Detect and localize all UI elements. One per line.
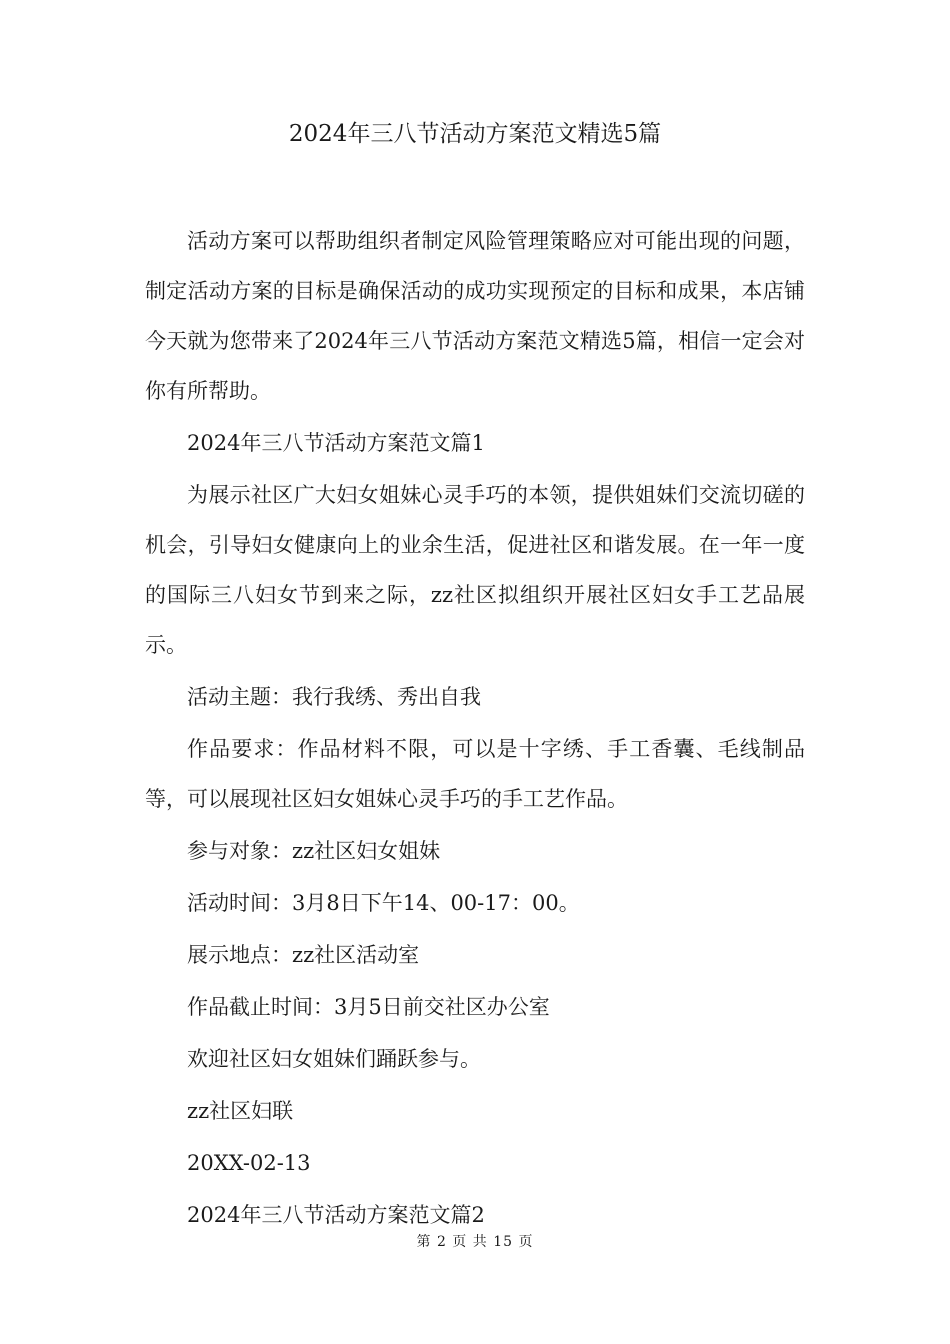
work-requirements: 作品要求：作品材料不限，可以是十字绣、手工香囊、毛线制品等，可以展现社区妇女姐妹心灵手巧的手工艺作品。	[145, 737, 805, 811]
exhibition-location: 展示地点：zz社区活动室	[187, 943, 420, 967]
intro-paragraph: 活动方案可以帮助组织者制定风险管理策略应对可能出现的问题，制定活动方案的目标是确保活动的成功实现预定的目标和成果，本店铺今天就为您带来了2024年三八节活动方案范文精选5篇，相信一定会对你有所帮助。	[145, 229, 805, 403]
participants: 参与对象：zz社区妇女姐妹	[187, 839, 441, 863]
document-body	[145, 216, 805, 1242]
section-heading-2: 2024年三八节活动方案范文篇2	[187, 1203, 485, 1227]
document-date: 20XX-02-13	[187, 1151, 311, 1175]
activity-theme: 活动主题：我行我绣、秀出自我	[187, 685, 481, 709]
welcome-line: 欢迎社区妇女姐妹们踊跃参与。	[187, 1047, 481, 1071]
organizer-signature: zz社区妇联	[187, 1099, 294, 1123]
submission-deadline: 作品截止时间：3月5日前交社区办公室	[187, 995, 550, 1019]
document-title: 2024年三八节活动方案范文精选5篇	[288, 121, 662, 147]
page-footer: 第 2 页 共 15 页	[416, 1234, 534, 1250]
activity-time: 活动时间：3月8日下午14、00-17：00。	[187, 891, 580, 915]
section-heading-1: 2024年三八节活动方案范文篇1	[187, 431, 485, 455]
body-paragraph: 为展示社区广大妇女姐妹心灵手巧的本领，提供姐妹们交流切磋的机会，引导妇女健康向上的业余生活，促进社区和谐发展。在一年一度的国际三八妇女节到来之际，zz社区拟组织开展社区妇女手工艺品展示。	[145, 483, 805, 657]
